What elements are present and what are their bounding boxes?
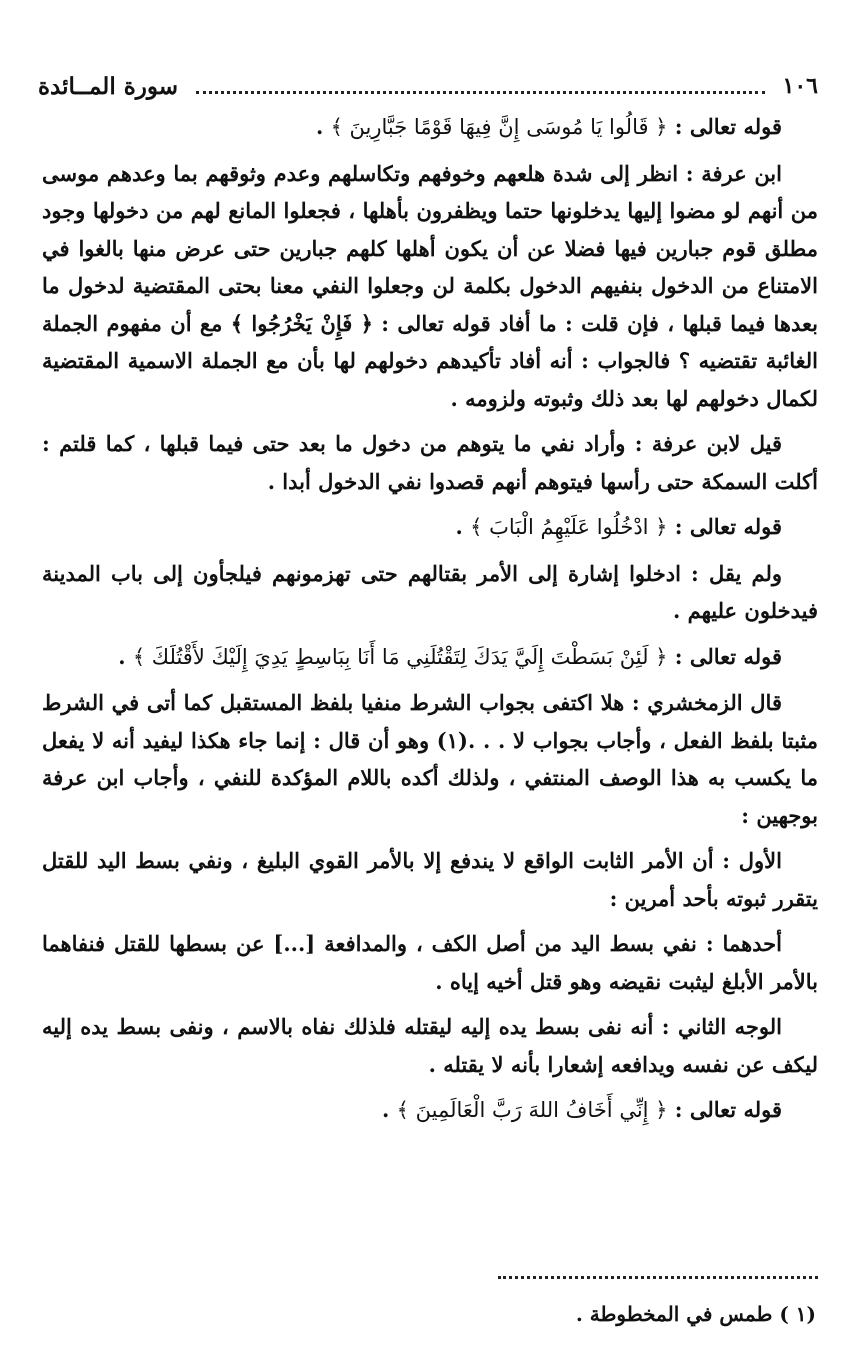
running-title: سورة المــائدة bbox=[38, 72, 179, 100]
verse-quote: قوله تعالى : ﴿ لَئِنْ بَسَطْتَ إِلَيَّ يَدَكَ لِتَقْتُلَنِي مَا أَنَا بِبَاسِطٍ يَدِيَ إِلَيْكَ لأَقْتُلَكَ ﴾ . bbox=[118, 643, 782, 669]
commentary-paragraph: الوجه الثاني : أنه نفى بسط يده إليه ليقتله فلذلك نفاه بالاسم ، ونفى بسط يده إليه ليكف عن نفسه ويدافعه إشعارا بأنه لا يقتله . bbox=[42, 1014, 818, 1077]
verse-quote: قوله تعالى : ﴿ إِنِّي أَخَافُ اللهَ رَبَّ الْعَالَمِينَ ﴾ . bbox=[382, 1097, 782, 1122]
page-body bbox=[42, 108, 818, 1138]
header-dotted-rule bbox=[196, 91, 765, 94]
verse-quote: قوله تعالى : ﴿ قَالُوا يَا مُوسَى إِنَّ فِيهَا قَوْمًا جَبَّارِينَ ﴾ . bbox=[315, 114, 782, 139]
commentary-paragraph: ابن عرفة : انظر إلى شدة هلعهم وخوفهم وتكاسلهم وعدم وثوقهم بما وعدهم موسى من أنهم لو مضوا إليها يدخلونها حتما ويظفرون بأهلها ، فجعلوا المانع لهم من دخولها وجود مطلق قوم جبارين فيها فضلا عن أن يكون أهلها كلهم جبارين حتى عرض منها بالغوا في الامتناع من الدخول بنفيهم الدخول بكلمة لن وجعلوا النفي معنا بحتى المقتضية لدخول ما بعدها فيما قبلها ، فإن قلت : ما أفاد قوله تعالى : ﴿ فَإِنْ يَخْرُجُوا ﴾ مع أن مفهوم الجملة الغائبة تقتضيه ؟ فالجواب : أنه أفاد تأكيدهم دخولهم لها بأن مع الجملة الاسمية المقتضية لكمال دخولهم لها بعد ذلك وثبوته ولزومه . bbox=[42, 160, 818, 411]
commentary-paragraph: قال الزمخشري : هلا اكتفى بجواب الشرط منفيا بلفظ المستقبل كما أتى في الشرط مثبتا بلفظ الفعل ، وأجاب بجواب لا . . .(١) وهو أن قال : إنما جاء هكذا ليفيد أنه لا يفعل ما يكسب به هذا الوصف المنتفي ، ولذلك أكده باللام المؤكدة للنفي ، وأجاب ابن عرفة بوجهين : bbox=[42, 690, 818, 828]
commentary-paragraph: ولم يقل : ادخلوا إشارة إلى الأمر بقتالهم حتى تهزمونهم فيلجأون إلى باب المدينة فيدخلون عليهم . bbox=[42, 560, 818, 623]
footnote-separator bbox=[498, 1276, 818, 1279]
footnote: (١ ) طمس في المخطوطة . bbox=[575, 1302, 816, 1326]
page-header bbox=[38, 66, 818, 106]
commentary-paragraph: قيل لابن عرفة : وأراد نفي ما يتوهم من دخول ما بعد حتى فيما قبلها ، كما قلتم : أكلت السمكة حتى رأسها فيتوهم أنهم قصدوا نفي الدخول أبدا . bbox=[42, 431, 818, 494]
page-number: ١٠٦ bbox=[782, 73, 818, 99]
commentary-paragraph: الأول : أن الأمر الثابت الواقع لا يندفع إلا بالأمر القوي البليغ ، ونفي بسط اليد للقتل يتقرر ثبوته بأحد أمرين : bbox=[42, 848, 818, 911]
commentary-paragraph: أحدهما : نفي بسط اليد من أصل الكف ، والمدافعة [...] عن بسطها للقتل فنفاهما بالأمر الأبلغ ليثبت نقيضه وهو قتل أخيه إياه . bbox=[42, 931, 818, 994]
verse-quote: قوله تعالى : ﴿ ادْخُلُوا عَلَيْهِمُ الْبَابَ ﴾ . bbox=[455, 514, 782, 539]
